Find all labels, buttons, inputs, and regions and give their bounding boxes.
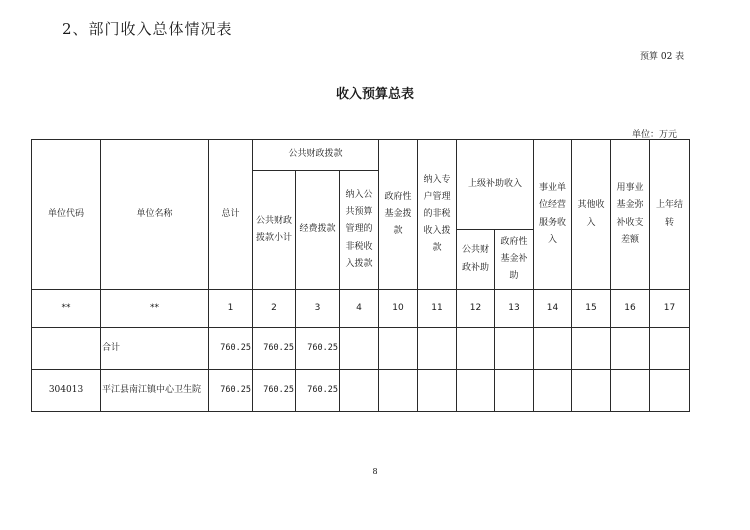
cell-gov-fund	[379, 328, 418, 370]
cell-public-finance-subtotal: 760.25	[253, 370, 296, 412]
table-row	[32, 370, 690, 412]
header-fund-balance: 用事业基金弥补收支差额	[611, 140, 650, 290]
column-number: 1	[209, 290, 253, 328]
column-number: 13	[495, 290, 534, 328]
form-code: 预算 02 表	[640, 52, 685, 62]
header-gov-fund-subsidy: 政府性基金补助	[495, 230, 534, 290]
column-number-row	[32, 290, 690, 328]
header-public-finance-subsidy: 公共财政补助	[457, 230, 495, 290]
cell-public-finance-subsidy	[457, 370, 495, 412]
header-prior-year-carryover: 上年结转	[650, 140, 690, 290]
column-number: 17	[650, 290, 690, 328]
cell-unit-code: 304013	[32, 370, 101, 412]
cell-gov-fund	[379, 370, 418, 412]
cell-operating-funds: 760.25	[296, 370, 340, 412]
cell-other-income	[572, 328, 611, 370]
column-number: **	[101, 290, 209, 328]
cell-unit-name: 合计	[101, 328, 209, 370]
cell-public-budget-nontax	[340, 328, 379, 370]
column-number: **	[32, 290, 101, 328]
column-number: 3	[296, 290, 340, 328]
column-number: 16	[611, 290, 650, 328]
column-number: 14	[534, 290, 572, 328]
cell-public-finance-subtotal: 760.25	[253, 328, 296, 370]
header-unit-name: 单位名称	[101, 140, 209, 290]
income-budget-table	[31, 139, 690, 412]
cell-gov-fund-subsidy	[495, 370, 534, 412]
section-heading: 2、部门收入总体情况表	[62, 20, 233, 38]
header-superior-subsidy-group: 上级补助收入	[457, 140, 534, 230]
column-number: 4	[340, 290, 379, 328]
cell-fund-balance	[611, 328, 650, 370]
header-public-finance-subtotal: 公共财政拨款小计	[253, 171, 296, 290]
cell-institution-service	[534, 370, 572, 412]
cell-fund-balance	[611, 370, 650, 412]
header-other-income: 其他收入	[572, 140, 611, 290]
column-number: 10	[379, 290, 418, 328]
cell-total: 760.25	[209, 370, 253, 412]
header-total: 总计	[209, 140, 253, 290]
header-public-finance-group: 公共财政拨款	[253, 140, 379, 171]
table-row	[32, 328, 690, 370]
document-title: 收入预算总表	[335, 87, 414, 102]
cell-prior-year-carryover	[650, 370, 690, 412]
cell-public-budget-nontax	[340, 370, 379, 412]
header-public-budget-nontax: 纳入公共预算管理的非税收入拨款	[340, 171, 379, 290]
cell-special-nontax	[418, 370, 457, 412]
column-number: 12	[457, 290, 495, 328]
column-number: 15	[572, 290, 611, 328]
header-special-nontax: 纳入专户管理的非税收入拨款	[418, 140, 457, 290]
cell-unit-code	[32, 328, 101, 370]
page-number: 8	[372, 467, 378, 476]
cell-prior-year-carryover	[650, 328, 690, 370]
header-unit-code: 单位代码	[32, 140, 101, 290]
header-operating-funds: 经费拨款	[296, 171, 340, 290]
cell-other-income	[572, 370, 611, 412]
cell-total: 760.25	[209, 328, 253, 370]
cell-special-nontax	[418, 328, 457, 370]
header-gov-fund: 政府性基金拨款	[379, 140, 418, 290]
header-institution-service: 事业单位经营服务收入	[534, 140, 572, 290]
cell-operating-funds: 760.25	[296, 328, 340, 370]
column-number: 2	[253, 290, 296, 328]
cell-institution-service	[534, 328, 572, 370]
cell-unit-name: 平江县南江镇中心卫生院	[101, 370, 209, 412]
cell-public-finance-subsidy	[457, 328, 495, 370]
unit-label: 单位：万元	[632, 130, 678, 140]
cell-gov-fund-subsidy	[495, 328, 534, 370]
column-number: 11	[418, 290, 457, 328]
